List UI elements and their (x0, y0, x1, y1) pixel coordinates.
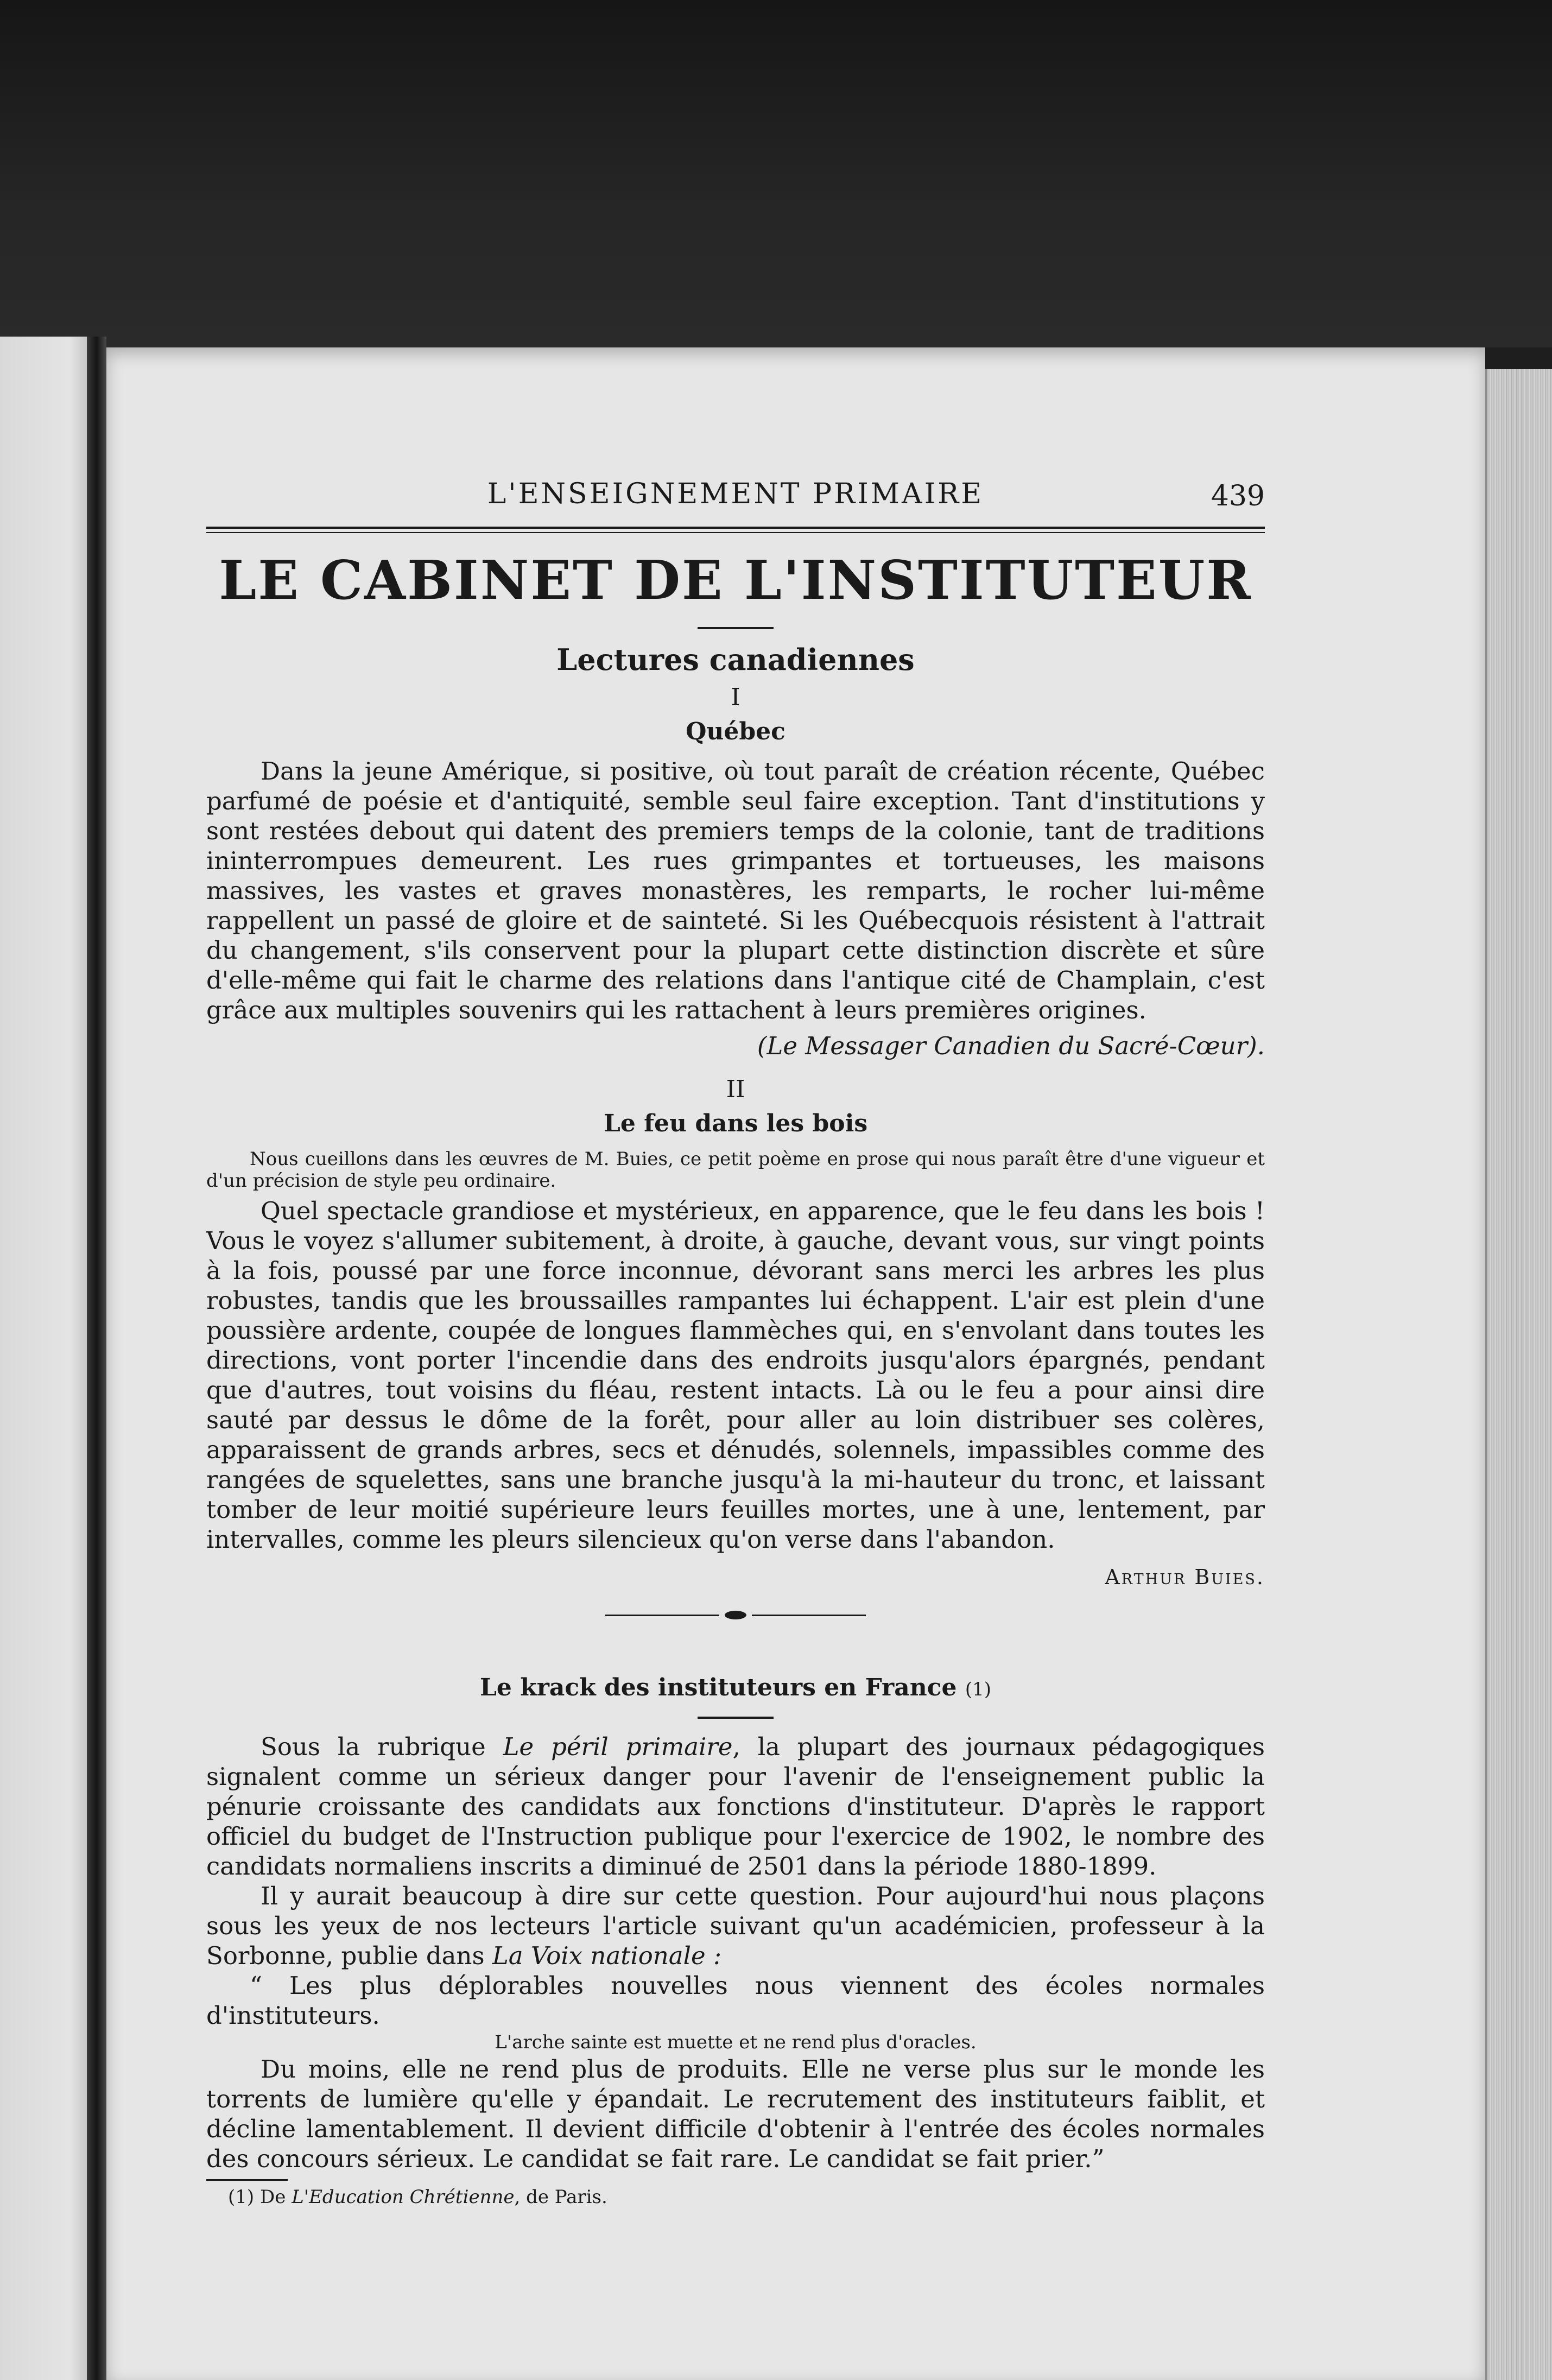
book-gutter (87, 337, 106, 2380)
title-divider (698, 627, 774, 629)
krack-paragraph-3: Du moins, elle ne rend plus de produits. Elle ne verse plus sur le monde les torrents de lumière qu'elle y épandait. Le recrutement des instituteurs faiblit, et décline lamentablement. Il devient difficile d'obtenir à l'entrée des écoles normales des concours sérieux. Le candidat se fait rare. Le candidat se fait prier.” (206, 2055, 1265, 2173)
footnote-reference: (1) (965, 1679, 992, 1700)
footnote (206, 2186, 1265, 2208)
krack-p1-after: , la plupart des journaux pédagogiques signalent comme un sérieux danger pour l'avenir de l'enseignement public la pénurie croissante des candidats aux fonctions d'instituteur. D'après le rapport officiel du budget de l'Instruction publique pour l'exercice de 1902, le nombre des candidats normaliens inscrits a diminué de 2501 dans la période 1880-1899. (206, 1732, 1265, 1881)
running-head (206, 478, 1265, 527)
footnote-after: , de Paris. (514, 2186, 607, 2208)
krack-p2-before: Il y aurait beaucoup à dire sur cette question. Pour aujourd'hui nous plaçons sous les yeux de nos lecteurs l'article suivant qu'un académicien, professeur à la Sorbonne, publie dans (206, 1882, 1265, 1970)
part-1-title: Québec (686, 718, 785, 745)
footnote-before: De (259, 2186, 292, 2208)
main-title: LE CABINET DE L'INSTITUTEUR (219, 549, 1252, 612)
header-rule (206, 527, 1265, 533)
krack-paragraph-1 (206, 1732, 1265, 1881)
krack-p1-italic: Le péril primaire (503, 1732, 733, 1761)
ornament-line-right (752, 1615, 866, 1616)
krack-quote-2: L'arche sainte est muette et ne rend plus d'oracles. (495, 2031, 977, 2053)
part-1-source: (Le Messager Canadien du Sacré-Cœur). (757, 1031, 1265, 1060)
section-ornament (206, 1611, 1265, 1619)
section-title: Lectures canadiennes (556, 642, 915, 677)
part-1-paragraph: Dans la jeune Amérique, si positive, où tout paraît de création récente, Québec parfumé de poésie et d'antiquité, semble seul faire exception. Tant d'institutions y sont restées debout qui datent des premiers temps de la colonie, tant de traditions ininterrompues demeurent. Les rues grimpantes et tortueuses, les maisons massives, les vastes et graves monastères, les remparts, le rocher lui-même rappellent un passé de gloire et de sainteté. Si les Québecquois résistent à l'attrait du changement, s'ils conservent pour la plupart cette distinction discrète et sûre d'elle-même qui fait le charme des relations dans l'antique cité de Champlain, c'est grâce aux multiples souvenirs qui les rattachent à leurs premières origines. (206, 757, 1265, 1024)
part-2-note: Nous cueillons dans les œuvres de M. Buies, ce petit poème en prose qui nous paraît être d'une vigueur et d'un précision de style peu ordinaire. (206, 1148, 1265, 1192)
previous-page-edge (0, 337, 90, 2380)
ornament-center (725, 1611, 746, 1619)
krack-quote-1: “ Les plus déplorables nouvelles nous viennent des écoles normales d'instituteurs. (206, 1971, 1265, 2030)
page-content (206, 478, 1265, 2208)
part-1-numeral: I (731, 683, 740, 711)
page-stack-edges (1485, 369, 1552, 2380)
author-signature: Arthur Buies. (1105, 1565, 1265, 1589)
part-2-title: Le feu dans les bois (603, 1110, 868, 1137)
krack-title (206, 1674, 1265, 1701)
page-number: 439 (1211, 480, 1265, 512)
part-2-paragraph: Quel spectacle grandiose et mystérieux, en apparence, que le feu dans les bois ! Vous le voyez s'allumer subitement, à droite, à gauche, devant vous, sur vingt points à la fois, poussé par une force inconnue, dévorant sans merci les arbres les plus robustes, tandis que les broussailles rampantes lui échappent. L'air est plein d'une poussière ardente, coupée de longues flammèches qui, en s'envolant dans toutes les directions, vont porter l'incendie dans des endroits jusqu'alors épargnés, pendant que d'autres, tout voisins du fléau, restent intacts. Là ou le feu a pour ainsi dire sauté par dessus le dôme de la forêt, pour aller au loin distribuer ses colères, apparaissent de grands arbres, secs et dénudés, solennels, impassibles comme des rangées de squelettes, sans une branche jusqu'à la mi-hauteur du tronc, et laissant tomber de leur moitié supérieure leurs feuilles mortes, une à une, lentement, par intervalles, comme les pleurs silencieux qu'on verse dans l'abandon. (206, 1197, 1265, 1554)
krack-p2-italic: La Voix nationale : (492, 1941, 722, 1970)
krack-paragraph-2 (206, 1881, 1265, 1971)
krack-p1-before: Sous la rubrique (261, 1732, 503, 1761)
krack-divider (698, 1717, 774, 1719)
ornament-line-left (605, 1615, 719, 1616)
footnote-mark: (1) (228, 2186, 255, 2208)
dark-background (0, 0, 1552, 347)
footnote-rule (206, 2179, 288, 2181)
footnote-italic: L'Education Chrétienne (292, 2186, 515, 2208)
krack-title-text: Le krack des instituteurs en France (479, 1674, 957, 1701)
part-2-numeral: II (726, 1075, 745, 1103)
running-title: L'ENSEIGNEMENT PRIMAIRE (487, 478, 984, 510)
